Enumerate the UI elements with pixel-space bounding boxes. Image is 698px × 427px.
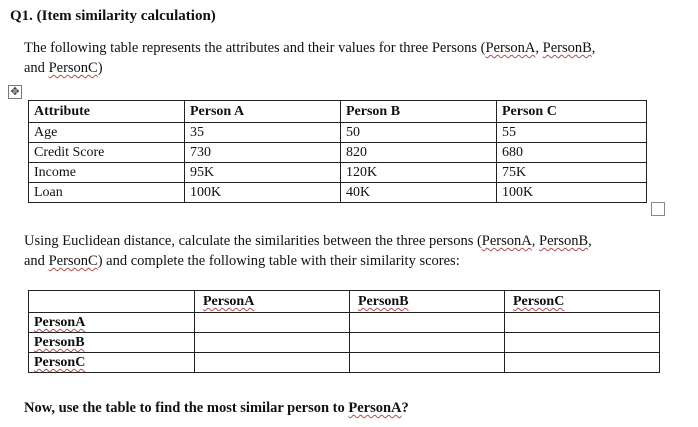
similarity-cell[interactable]	[195, 313, 350, 333]
table-row	[29, 143, 647, 163]
instruction-sep: ,	[588, 233, 592, 249]
intro-sep: ,	[535, 40, 543, 56]
intro-text: )	[97, 60, 103, 76]
final-question-end: ?	[401, 400, 409, 416]
similarity-table	[28, 290, 660, 373]
table-header-row	[29, 291, 660, 313]
table-cell: 730	[185, 143, 341, 163]
table-cell: 820	[341, 143, 497, 163]
table-header: Attribute	[29, 101, 185, 123]
table-cell: 120K	[341, 163, 497, 183]
move-icon[interactable]: ✥	[8, 85, 22, 99]
final-question-text: Now, use the table to find the most similar person to	[24, 400, 349, 416]
header-person-a: PersonA	[203, 294, 255, 309]
attributes-table	[28, 100, 647, 203]
table-cell: Credit Score	[29, 143, 185, 163]
instruction-sep: ,	[531, 233, 539, 249]
table-cell: 55	[497, 123, 647, 143]
intro-sep: ,	[591, 40, 596, 56]
table-cell: 50	[341, 123, 497, 143]
instruction-text: Using Euclidean distance, calculate the similarities between the three persons (	[24, 233, 482, 249]
table-cell: Income	[29, 163, 185, 183]
similarity-cell[interactable]	[195, 353, 350, 373]
table-row	[29, 353, 660, 373]
instruction-person-b: PersonB	[539, 233, 589, 249]
similarity-cell[interactable]	[505, 353, 660, 373]
table-row	[29, 163, 647, 183]
table-header-row	[29, 101, 647, 123]
table-header	[195, 291, 350, 313]
similarity-cell[interactable]	[195, 333, 350, 353]
final-question	[24, 400, 409, 417]
intro-person-b: PersonB	[542, 40, 592, 56]
table-row	[29, 333, 660, 353]
similarity-cell[interactable]	[350, 353, 505, 373]
row-label	[29, 333, 195, 353]
table-cell: 100K	[185, 183, 341, 203]
table-header	[505, 291, 660, 313]
table-header: Person C	[497, 101, 647, 123]
table-header	[350, 291, 505, 313]
table-row	[29, 313, 660, 333]
instruction-paragraph	[24, 231, 674, 271]
table-cell: 100K	[497, 183, 647, 203]
table-header-empty	[29, 291, 195, 313]
table-cell: 40K	[341, 183, 497, 203]
table-row	[29, 183, 647, 203]
header-person-b: PersonB	[358, 294, 409, 309]
similarity-cell[interactable]	[350, 333, 505, 353]
intro-text: and	[24, 60, 49, 76]
intro-text: The following table represents the attributes and their values for three Persons (	[24, 40, 486, 56]
question-title: Q1. (Item similarity calculation)	[10, 8, 216, 24]
similarity-cell[interactable]	[505, 313, 660, 333]
instruction-person-c: PersonC	[48, 253, 98, 269]
table-cell: Age	[29, 123, 185, 143]
resize-icon[interactable]	[651, 202, 665, 216]
intro-paragraph	[24, 38, 674, 78]
intro-person-c: PersonC	[48, 60, 98, 76]
table-cell: 35	[185, 123, 341, 143]
table-cell: 95K	[185, 163, 341, 183]
row-label-person-c: PersonC	[34, 355, 86, 370]
table-header: Person B	[341, 101, 497, 123]
instruction-text: ) and complete the following table with their similarity scores:	[97, 253, 460, 269]
row-label	[29, 313, 195, 333]
intro-person-a: PersonA	[485, 40, 536, 56]
instruction-text: and	[24, 253, 49, 269]
table-row	[29, 123, 647, 143]
row-label-person-a: PersonA	[34, 315, 86, 330]
instruction-person-a: PersonA	[481, 233, 532, 249]
header-person-c: PersonC	[513, 294, 565, 309]
row-label	[29, 353, 195, 373]
table-cell: Loan	[29, 183, 185, 203]
table-cell: 75K	[497, 163, 647, 183]
table-cell: 680	[497, 143, 647, 163]
row-label-person-b: PersonB	[34, 335, 85, 350]
table-header: Person A	[185, 101, 341, 123]
final-question-person: PersonA	[348, 400, 402, 416]
similarity-cell[interactable]	[350, 313, 505, 333]
similarity-cell[interactable]	[505, 333, 660, 353]
